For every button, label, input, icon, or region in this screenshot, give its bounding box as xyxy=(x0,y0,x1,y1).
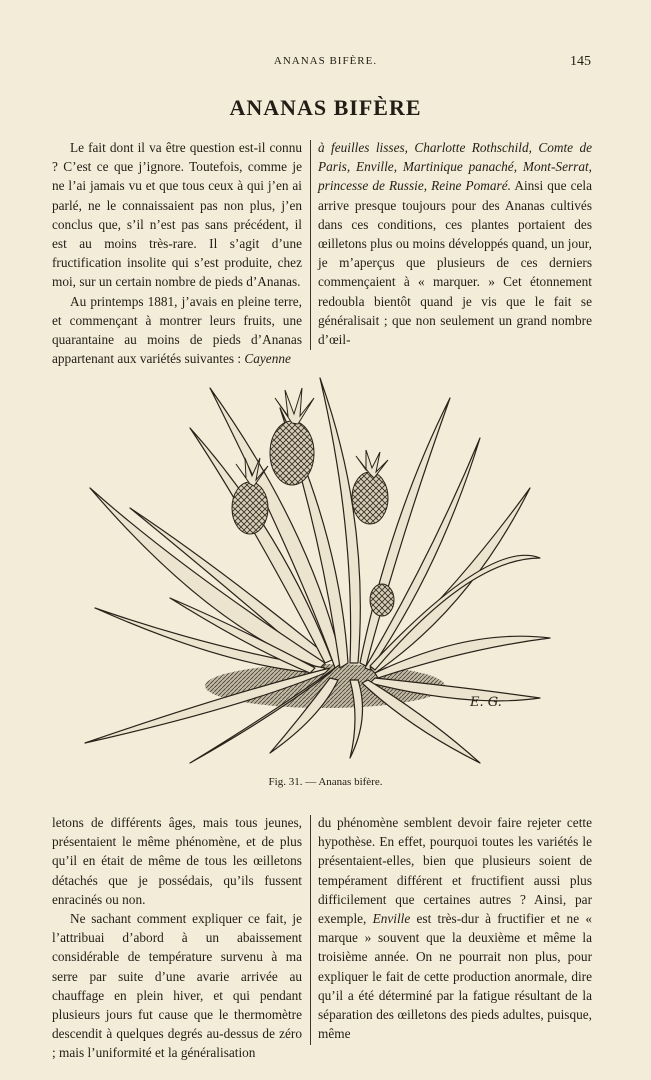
pineapple-fruit xyxy=(352,472,388,524)
paragraph: Ne sachant comment expliquer ce fait, je l’attribuai d’abord à un abaissement considérable de température survenu à ma serre par suite d’une avarie arrivée au chauffage en plein hiver, et qui pendant plusieurs jours fut cause que le thermomètre descendit à quelques degrés au-dessus de zéro ; mais l’uniformité et la généralisation xyxy=(52,911,302,1061)
pineapple-illustration xyxy=(70,368,560,768)
artist-signature: E. G. xyxy=(470,695,502,710)
lower-left-column xyxy=(52,813,302,1063)
pineapple-fruit xyxy=(370,584,394,616)
running-head: ANANAS BIFÈRE. xyxy=(273,55,378,67)
fruit-crown xyxy=(275,388,314,424)
figure-caption: Fig. 31. — Ananas bifère. xyxy=(268,776,383,788)
lower-right-column xyxy=(318,813,592,1043)
article-title: ANANAS BIFÈRE xyxy=(229,95,422,120)
paragraph: à feuilles lisses, Charlotte Rothschild, Comte de Paris, Enville, Martinique panaché, Mont-Serrat, princesse de Russie, Reine Pomaré. Ainsi que cela arrive presque toujours pour des Ananas cultivés dans ces conditions, ces plantes portaient des œilletons plus ou moins développés quand, un jour, je m’aperçus que plusieurs de ces derniers commençaient à « marquer. » Cet étonnement redoubla bientôt quand je vis que le fait se généralisait ; que non seulement un grand nombre d’œil- xyxy=(318,140,592,348)
paragraph: Le fait dont il va être question est-il connu ? C’est ce que j’ignore. Toutefois, comme je ne l’ai jamais vu et que tous ceux à qui j’en ai parlé, ne le connaissaient pas non plus, j’en conclus que, s’il n’est pas sans précédent, il est au moins très-rare. Il s’agit d’une fructification insolite qui s’est produite, chez moi, sur un certain nombre de pieds d’Ananas. xyxy=(52,140,302,290)
column-divider xyxy=(310,815,311,1045)
column-divider xyxy=(310,140,311,350)
paragraph: du phénomène semblent devoir faire rejeter cette hypothèse. En effet, pourquoi toutes les variétés le présentaient-elles, bien que plusieurs soient de tempérament différent et fructifient aussi plus difficilement que certaines autres ? Ainsi, par exemple, Enville est très-dur à fructifier et ne « marque » souvent que la deuxième et même la troisième année. On ne pourrait non plus, pour expliquer le fait de cette production anormale, dire qu’il a été déterminé par la fatigue résultant de la séparation des œilletons des pieds adultes, puisque, même xyxy=(318,815,592,1042)
leaf xyxy=(360,398,450,666)
fruit-crown xyxy=(356,450,388,478)
pineapple-fruit xyxy=(270,421,314,485)
paragraph: Au printemps 1881, j’avais en pleine terre, et commençant à montrer leurs fruits, une quarantaine au moins de pieds d’Ananas appartenant aux variétés suivantes : Cayenne xyxy=(52,293,302,367)
paragraph: letons de différents âges, mais tous jeunes, présentaient le même phénomène, et de plus qu’il en était de même de tous les œilletons détachés que je possédais, qu’ils fussent enracinés ou non. xyxy=(52,815,302,907)
upper-left-column xyxy=(52,138,302,368)
upper-right-column xyxy=(318,138,592,349)
pineapple-fruit xyxy=(232,482,268,534)
page-number: 145 xyxy=(570,54,591,69)
